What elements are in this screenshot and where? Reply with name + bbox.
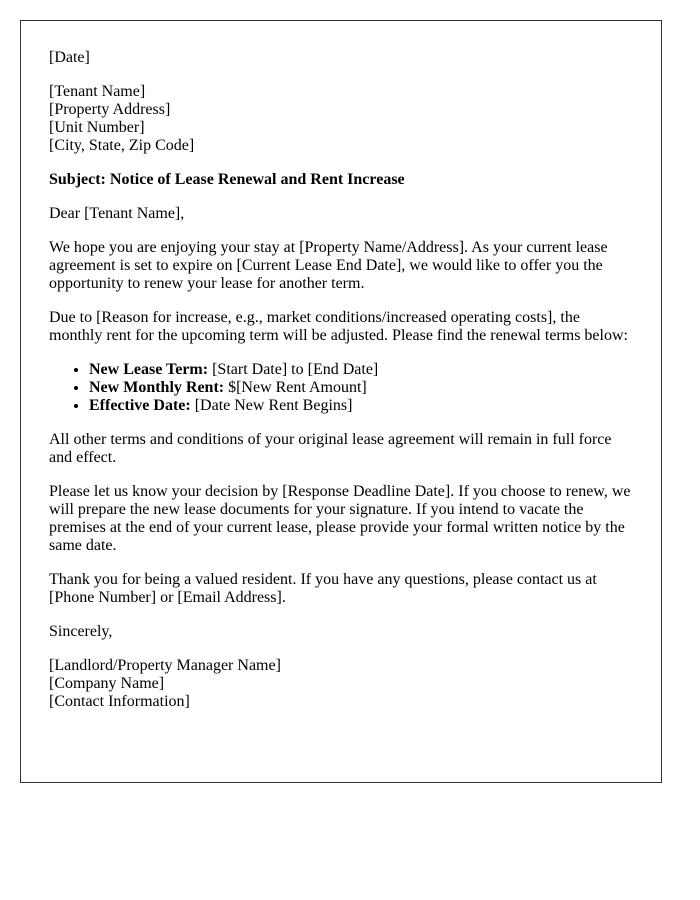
- manager-name: [Landlord/Property Manager Name]: [49, 657, 281, 674]
- salutation: Dear [Tenant Name],: [49, 205, 185, 222]
- contact-info: [Contact Information]: [49, 693, 190, 710]
- subject-line: Subject: Notice of Lease Renewal and Rent Increase: [49, 171, 405, 188]
- city-state-zip: [City, State, Zip Code]: [49, 137, 195, 154]
- signature-block: [49, 657, 633, 711]
- renewal-terms-list: [49, 361, 633, 415]
- date: [Date]: [49, 49, 90, 66]
- term-lease: • New Lease Term: [Start Date] to [End Date]: [89, 361, 633, 379]
- paragraph-decision: Please let us know your decision by [Response Deadline Date]. If you choose to renew, we will prepare the new lease documents for your signature. If you intend to vacate the premises at the end of your current lease, please provide your formal written notice by the same date.: [49, 483, 631, 554]
- letter: [20, 20, 662, 783]
- property-address: [Property Address]: [49, 101, 171, 118]
- term-effective-date: • Effective Date: [Date New Rent Begins]: [89, 397, 633, 415]
- recipient-address: [49, 83, 633, 155]
- tenant-name: [Tenant Name]: [49, 83, 146, 100]
- paragraph-increase: Due to [Reason for increase, e.g., market conditions/increased operating costs], the monthly rent for the upcoming term will be adjusted. Please find the renewal terms below:: [49, 309, 628, 344]
- term-rent: • New Monthly Rent: $[New Rent Amount]: [89, 379, 633, 397]
- company-name: [Company Name]: [49, 675, 165, 692]
- unit-number: [Unit Number]: [49, 119, 145, 136]
- paragraph-intro: We hope you are enjoying your stay at [Property Name/Address]. As your current lease agreement is set to expire on [Current Lease End Date], we would like to offer you the opportunity to renew your lease for another term.: [49, 239, 608, 292]
- closing: Sincerely,: [49, 623, 113, 640]
- paragraph-terms: All other terms and conditions of your original lease agreement will remain in full force and effect.: [49, 431, 612, 466]
- paragraph-thanks: Thank you for being a valued resident. If you have any questions, please contact us at [Phone Number] or [Email Address].: [49, 571, 597, 606]
